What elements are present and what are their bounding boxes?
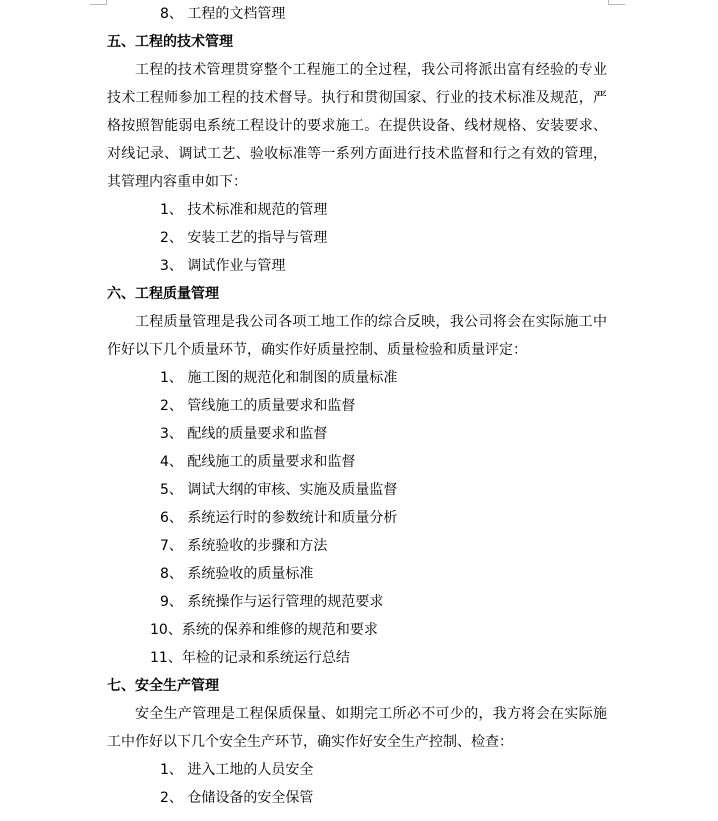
list-item: 7、 系统验收的步骤和方法 xyxy=(160,538,328,554)
paragraph-line: 安全生产管理是工程保质保量、如期完工所必不可少的，我方将会在实际施 xyxy=(135,706,607,722)
paragraph-line: 作好以下几个质量环节，确实作好质量控制、质量检验和质量评定： xyxy=(107,342,527,358)
list-item: 1、 进入工地的人员安全 xyxy=(160,762,314,778)
list-item: 2、 仓储设备的安全保管 xyxy=(160,790,314,806)
paragraph-line: 格按照智能弱电系统工程设计的要求施工。在提供设备、线材规格、安装要求、 xyxy=(107,118,607,134)
list-item: 9、 系统操作与运行管理的规范要求 xyxy=(160,594,384,610)
list-item: 10、系统的保养和维修的规范和要求 xyxy=(150,622,378,638)
list-item: 1、 技术标准和规范的管理 xyxy=(160,202,328,218)
section-heading: 六、工程质量管理 xyxy=(107,286,219,302)
list-item: 8、 工程的文档管理 xyxy=(160,6,286,22)
list-item: 1、 施工图的规范化和制图的质量标准 xyxy=(160,370,398,386)
list-item: 2、 安装工艺的指导与管理 xyxy=(160,230,328,246)
list-item: 5、 调试大纲的审核、实施及质量监督 xyxy=(160,482,398,498)
list-item: 11、年检的记录和系统运行总结 xyxy=(150,650,350,666)
list-item: 6、 系统运行时的参数统计和质量分析 xyxy=(160,510,398,526)
paragraph-line: 工程的技术管理贯穿整个工程施工的全过程，我公司将派出富有经验的专业 xyxy=(135,62,607,78)
paragraph-line: 工程质量管理是我公司各项工地工作的综合反映，我公司将会在实际施工中 xyxy=(135,314,607,330)
paragraph-line: 其管理内容重申如下： xyxy=(107,174,247,190)
page-corner-mark-right xyxy=(608,0,625,5)
paragraph-line: 技术工程师参加工程的技术督导。执行和贯彻国家、行业的技术标准及规范，严 xyxy=(107,90,607,106)
list-item: 4、 配线施工的质量要求和监督 xyxy=(160,454,356,470)
paragraph-line: 工中作好以下几个安全生产环节，确实作好安全生产控制、检查： xyxy=(107,734,513,750)
page-corner-mark-left xyxy=(90,0,107,5)
section-heading: 七、安全生产管理 xyxy=(107,678,219,694)
list-item: 3、 配线的质量要求和监督 xyxy=(160,426,328,442)
list-item: 2、 管线施工的质量要求和监督 xyxy=(160,398,356,414)
paragraph-line: 对线记录、调试工艺、验收标准等一系列方面进行技术监督和行之有效的管理， xyxy=(107,146,607,162)
list-item: 3、 调试作业与管理 xyxy=(160,258,286,274)
list-item: 8、 系统验收的质量标准 xyxy=(160,566,314,582)
section-heading: 五、工程的技术管理 xyxy=(107,34,233,50)
